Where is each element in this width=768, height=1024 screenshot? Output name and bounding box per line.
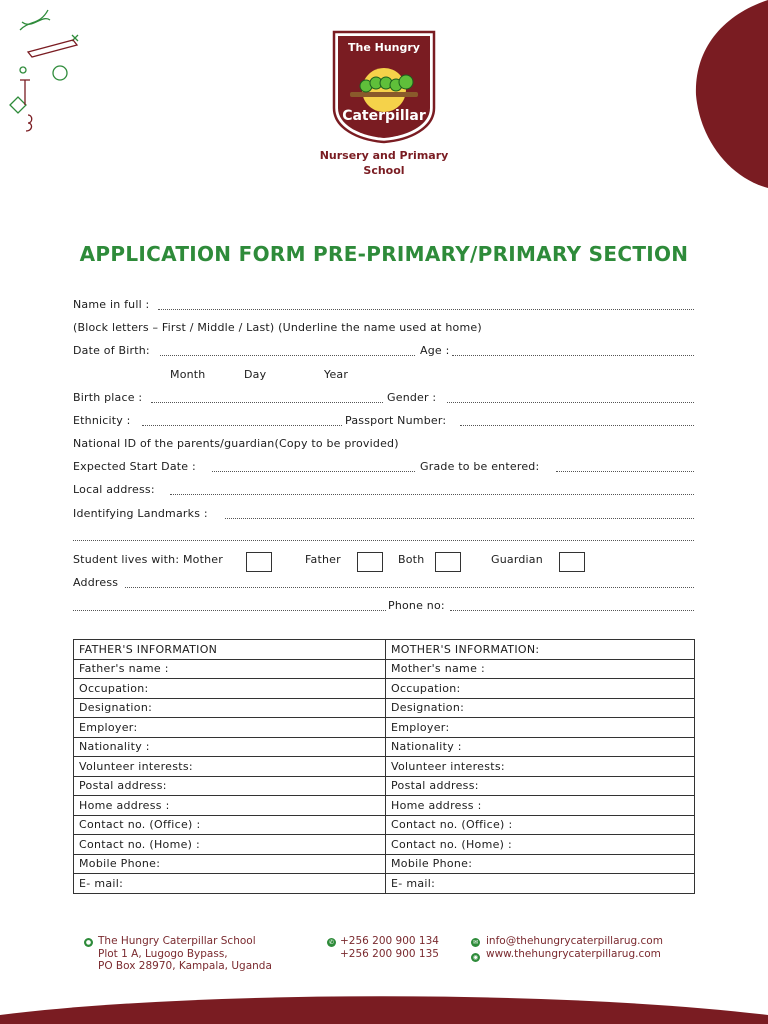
father-field-cell[interactable]: Father's name : (74, 659, 386, 679)
father-field-cell[interactable]: E- mail: (74, 874, 386, 894)
table-row (74, 718, 695, 738)
address-label: Address (73, 576, 119, 589)
gender-field[interactable] (447, 402, 694, 403)
table-row (74, 757, 695, 777)
school-name-line2: School (363, 164, 405, 177)
dob-field[interactable] (160, 355, 415, 356)
landmarks-field[interactable] (225, 518, 694, 519)
start-date-label: Expected Start Date : (73, 460, 196, 473)
mother-field-cell[interactable]: E- mail: (386, 874, 695, 894)
school-logo (330, 28, 438, 144)
table-row (74, 874, 695, 894)
guardian-option-label: Guardian (491, 553, 543, 566)
ethnicity-label: Ethnicity : (73, 414, 131, 427)
email-icon: ✉ (472, 939, 479, 946)
mother-field-cell[interactable]: Contact no. (Office) : (386, 815, 695, 835)
birthplace-label: Birth place : (73, 391, 143, 404)
mother-field-cell[interactable]: Home address : (386, 796, 695, 816)
mother-field-cell[interactable]: Mother's name : (386, 659, 695, 679)
day-label: Day (244, 368, 267, 381)
mother-field-cell[interactable]: Occupation: (386, 679, 695, 699)
footer-address (98, 935, 272, 973)
footer-contact (486, 935, 663, 960)
phone-icon: ✆ (328, 939, 335, 946)
local-address-field[interactable] (170, 494, 694, 495)
age-field[interactable] (452, 355, 694, 356)
name-label: Name in full : (73, 298, 150, 311)
father-field-cell[interactable]: Contact no. (Home) : (74, 835, 386, 855)
footer-phone2: +256 200 900 135 (340, 947, 439, 960)
table-row (74, 796, 695, 816)
address-field-line2[interactable] (73, 610, 386, 611)
guardian-checkbox[interactable] (559, 552, 585, 572)
landmarks-field-line2[interactable] (73, 540, 694, 541)
grade-label: Grade to be entered: (420, 460, 540, 473)
mother-field-cell[interactable]: Volunteer interests: (386, 757, 695, 777)
local-address-label: Local address: (73, 483, 155, 496)
school-doodles-icon (0, 0, 90, 140)
father-field-cell[interactable]: Mobile Phone: (74, 854, 386, 874)
footer-website[interactable]: www.thehungrycaterpillarug.com (486, 947, 661, 960)
father-field-cell[interactable]: Designation: (74, 698, 386, 718)
birthplace-field[interactable] (151, 402, 383, 403)
lives-with-label: Student lives with: Mother (73, 553, 223, 566)
table-header-row (74, 640, 695, 660)
bottom-wave-decoration (0, 985, 768, 1024)
name-field[interactable] (158, 309, 694, 310)
father-field-cell[interactable]: Postal address: (74, 776, 386, 796)
footer-phone1: +256 200 900 134 (340, 935, 439, 947)
page-title: APPLICATION FORM PRE-PRIMARY/PRIMARY SECTION (79, 242, 689, 266)
parents-info-table (73, 639, 695, 894)
table-row (74, 659, 695, 679)
table-row (74, 679, 695, 699)
website-icon: ◉ (472, 954, 479, 961)
gender-label: Gender : (387, 391, 437, 404)
father-field-cell[interactable]: Contact no. (Office) : (74, 815, 386, 835)
father-field-cell[interactable]: Home address : (74, 796, 386, 816)
father-field-cell[interactable]: Occupation: (74, 679, 386, 699)
footer-address-line3: PO Box 28970, Kampala, Uganda (98, 960, 272, 972)
table-row (74, 698, 695, 718)
start-date-field[interactable] (212, 471, 415, 472)
table-row (74, 854, 695, 874)
passport-label: Passport Number: (345, 414, 447, 427)
name-note: (Block letters – First / Middle / Last) (Underline the name used at home) (73, 321, 482, 334)
mother-field-cell[interactable]: Employer: (386, 718, 695, 738)
mother-field-cell[interactable]: Contact no. (Home) : (386, 835, 695, 855)
father-field-cell[interactable]: Volunteer interests: (74, 757, 386, 777)
table-row (74, 776, 695, 796)
logo-bottom-text: Caterpillar (342, 108, 426, 124)
dob-label: Date of Birth: (73, 344, 150, 357)
logo-top-text: The Hungry (348, 41, 420, 54)
footer-address-line1: The Hungry Caterpillar School (98, 935, 256, 947)
mother-field-cell[interactable]: Mobile Phone: (386, 854, 695, 874)
year-label: Year (324, 368, 349, 381)
landmarks-label: Identifying Landmarks : (73, 507, 208, 520)
mother-checkbox[interactable] (246, 552, 272, 572)
father-checkbox[interactable] (357, 552, 383, 572)
table-row (74, 835, 695, 855)
both-option-label: Both (398, 553, 425, 566)
footer-phones (340, 935, 439, 960)
phone-field[interactable] (450, 610, 694, 611)
father-option-label: Father (305, 553, 341, 566)
national-id-label: National ID of the parents/guardian(Copy to be provided) (73, 437, 399, 450)
mother-field-cell[interactable]: Designation: (386, 698, 695, 718)
table-row (74, 737, 695, 757)
mother-field-cell[interactable]: Nationality : (386, 737, 695, 757)
passport-field[interactable] (460, 425, 694, 426)
grade-field[interactable] (556, 471, 694, 472)
both-checkbox[interactable] (435, 552, 461, 572)
address-field[interactable] (125, 587, 694, 588)
location-icon: ● (85, 939, 92, 946)
age-label: Age : (420, 344, 450, 357)
phone-label: Phone no: (388, 599, 445, 612)
school-name-line1: Nursery and Primary (319, 149, 449, 162)
mother-field-cell[interactable]: Postal address: (386, 776, 695, 796)
father-field-cell[interactable]: Employer: (74, 718, 386, 738)
month-label: Month (170, 368, 206, 381)
table-row (74, 815, 695, 835)
footer-email[interactable]: info@thehungrycaterpillarug.com (486, 935, 663, 947)
father-field-cell[interactable]: Nationality : (74, 737, 386, 757)
ethnicity-field[interactable] (142, 425, 342, 426)
father-info-header: FATHER'S INFORMATION (74, 640, 386, 660)
mother-info-header: MOTHER'S INFORMATION: (386, 640, 695, 660)
footer-address-line2: Plot 1 A, Lugogo Bypass, (98, 947, 228, 960)
